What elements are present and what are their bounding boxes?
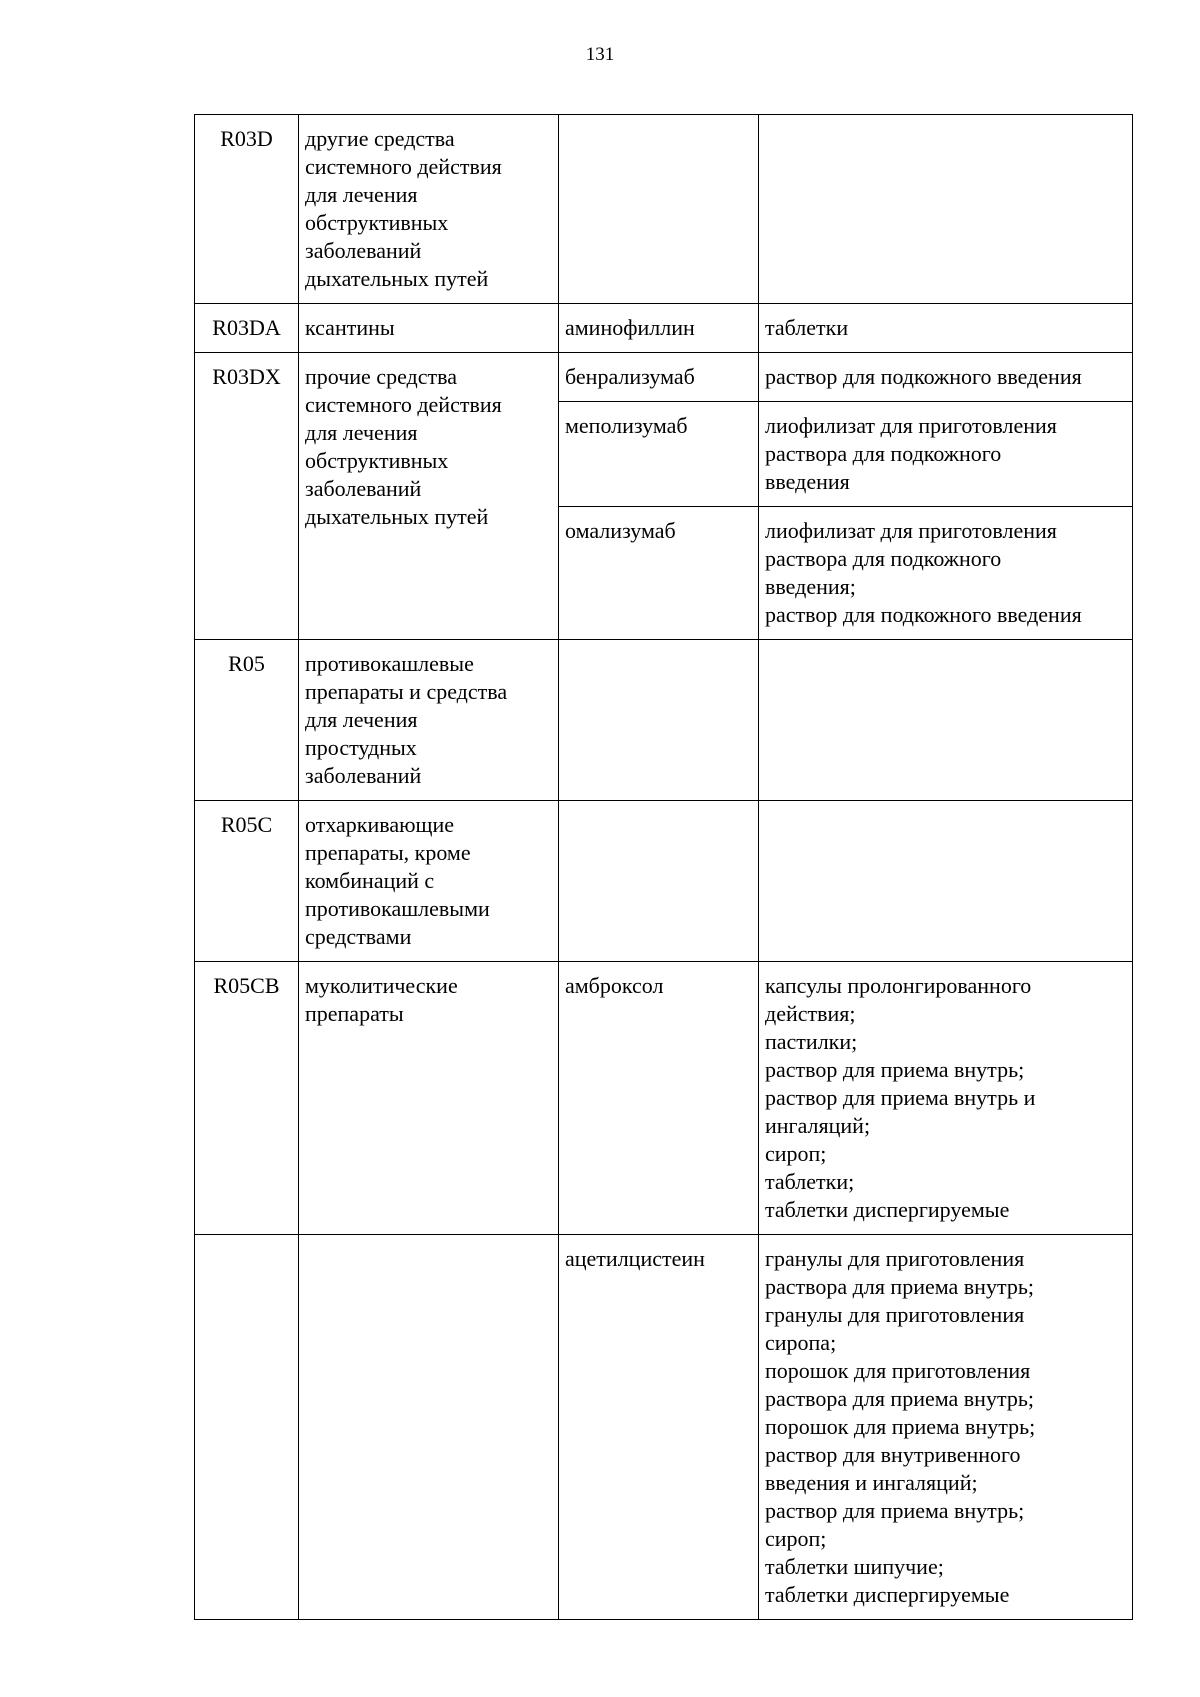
cell-text-line: таблетки диспергируемые: [765, 1197, 1010, 1222]
cell-text-line: раствора для приема внутрь;: [765, 1386, 1034, 1411]
cell-text-line: заболеваний: [305, 763, 422, 788]
cell-text-line: дыхательных путей: [305, 504, 489, 529]
atc-code-cell: [195, 801, 299, 962]
table-row: [195, 1235, 1133, 1620]
dosage-form-cell: [759, 115, 1133, 304]
cell-text-line: дыхательных путей: [305, 266, 489, 291]
cell-text-line: введения: [765, 469, 850, 494]
dosage-form-cell: [759, 640, 1133, 801]
dosage-form-cell: [759, 304, 1133, 353]
cell-text-line: средствами: [305, 924, 412, 949]
cell-text-line: заболеваний: [305, 238, 422, 263]
cell-text-line: гранулы для приготовления: [765, 1302, 1025, 1327]
table-body: [195, 115, 1133, 1620]
cell-text-line: заболеваний: [305, 476, 422, 501]
table-row: [195, 115, 1133, 304]
cell-text-line: раствор для внутривенного: [765, 1442, 1021, 1467]
cell-text-line: обструктивных: [305, 210, 449, 235]
cell-text-line: R03D: [220, 126, 273, 151]
group-name-cell: [299, 304, 559, 353]
cell-text-line: для лечения: [305, 182, 418, 207]
drug-name-cell: [559, 353, 759, 402]
drug-name-cell: [559, 402, 759, 507]
cell-text-line: R05: [228, 651, 265, 676]
cell-text-line: аминофиллин: [565, 315, 695, 340]
dosage-form-cell: [759, 402, 1133, 507]
group-name-cell: [299, 353, 559, 640]
cell-text-line: раствора для подкожного: [765, 546, 1002, 571]
cell-text-line: сиропа;: [765, 1330, 837, 1355]
cell-text-line: R03DX: [212, 364, 281, 389]
cell-text-line: другие средства: [305, 126, 455, 151]
dosage-form-cell: [759, 962, 1133, 1235]
atc-code-cell: [195, 353, 299, 640]
cell-text-line: R05CB: [213, 973, 280, 998]
drug-name-cell: [559, 115, 759, 304]
drug-name-cell: [559, 801, 759, 962]
cell-text-line: комбинаций с: [305, 868, 435, 893]
cell-text-line: лиофилизат для приготовления: [765, 518, 1057, 543]
drug-name-cell: [559, 640, 759, 801]
cell-text-line: муколитические: [305, 973, 458, 998]
cell-text-line: для лечения: [305, 420, 418, 445]
cell-text-line: обструктивных: [305, 448, 449, 473]
cell-text-line: раствор для подкожного введения: [765, 364, 1082, 389]
cell-text-line: раствор для приема внутрь;: [765, 1057, 1025, 1082]
cell-text-line: препараты, кроме: [305, 840, 471, 865]
cell-text-line: препараты: [305, 1001, 404, 1026]
cell-text-line: простудных: [305, 735, 417, 760]
cell-text-line: раствора для приема внутрь;: [765, 1274, 1034, 1299]
drug-name-cell: [559, 1235, 759, 1620]
cell-text-line: ингаляций;: [765, 1113, 871, 1138]
cell-text-line: ацетилцистеин: [565, 1246, 705, 1271]
atc-code-cell: [195, 1235, 299, 1620]
cell-text-line: отхаркивающие: [305, 812, 455, 837]
cell-text-line: омализумаб: [565, 518, 676, 543]
cell-text-line: бенрализумаб: [565, 364, 695, 389]
cell-text-line: таблетки: [765, 315, 849, 340]
cell-text-line: таблетки шипучие;: [765, 1554, 944, 1579]
cell-text-line: раствор для приема внутрь и: [765, 1085, 1036, 1110]
atc-code-cell: [195, 962, 299, 1235]
cell-text-line: порошок для приготовления: [765, 1358, 1031, 1383]
cell-text-line: противокашлевые: [305, 651, 474, 676]
cell-text-line: R05C: [220, 812, 273, 837]
group-name-cell: [299, 115, 559, 304]
cell-text-line: системного действия: [305, 392, 502, 417]
cell-text-line: капсулы пролонгированного: [765, 973, 1032, 998]
cell-text-line: R03DA: [212, 315, 281, 340]
atc-code-cell: [195, 640, 299, 801]
table-row: [195, 304, 1133, 353]
group-name-cell: [299, 801, 559, 962]
drug-name-cell: [559, 507, 759, 640]
cell-text-line: гранулы для приготовления: [765, 1246, 1025, 1271]
table-row: [195, 353, 1133, 402]
cell-text-line: действия;: [765, 1001, 856, 1026]
cell-text-line: сироп;: [765, 1526, 827, 1551]
group-name-cell: [299, 962, 559, 1235]
cell-text-line: раствор для подкожного введения: [765, 602, 1082, 627]
cell-text-line: ксантины: [305, 315, 395, 340]
drug-table: [194, 114, 1133, 1620]
cell-text-line: прочие средства: [305, 364, 457, 389]
dosage-form-cell: [759, 801, 1133, 962]
cell-text-line: препараты и средства: [305, 679, 508, 704]
cell-text-line: системного действия: [305, 154, 502, 179]
cell-text-line: раствора для подкожного: [765, 441, 1002, 466]
cell-text-line: сироп;: [765, 1141, 827, 1166]
dosage-form-cell: [759, 507, 1133, 640]
drug-name-cell: [559, 962, 759, 1235]
cell-text-line: меполизумаб: [565, 413, 688, 438]
page-number: 131: [585, 44, 615, 65]
group-name-cell: [299, 640, 559, 801]
table-row: [195, 640, 1133, 801]
drug-name-cell: [559, 304, 759, 353]
dosage-form-cell: [759, 353, 1133, 402]
table-row: [195, 801, 1133, 962]
cell-text-line: порошок для приема внутрь;: [765, 1414, 1036, 1439]
cell-text-line: таблетки;: [765, 1169, 855, 1194]
atc-code-cell: [195, 304, 299, 353]
cell-text-line: таблетки диспергируемые: [765, 1582, 1010, 1607]
group-name-cell: [299, 1235, 559, 1620]
cell-text-line: раствор для приема внутрь;: [765, 1498, 1025, 1523]
cell-text-line: для лечения: [305, 707, 418, 732]
atc-code-cell: [195, 115, 299, 304]
cell-text-line: введения;: [765, 574, 856, 599]
table-row: [195, 962, 1133, 1235]
cell-text-line: введения и ингаляций;: [765, 1470, 978, 1495]
cell-text-line: лиофилизат для приготовления: [765, 413, 1057, 438]
cell-text-line: амброксол: [565, 973, 664, 998]
dosage-form-cell: [759, 1235, 1133, 1620]
cell-text-line: противокашлевыми: [305, 896, 490, 921]
cell-text-line: пастилки;: [765, 1029, 858, 1054]
